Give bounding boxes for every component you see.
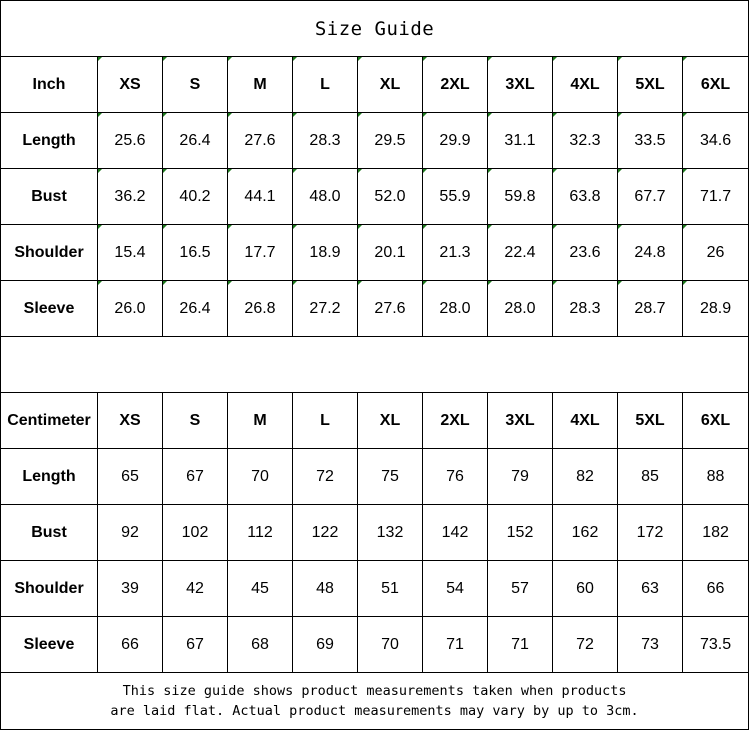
measurement-cell: 18.9 <box>293 225 358 281</box>
measurement-cell: 79 <box>488 449 553 505</box>
cm-table-unit-label: Centimeter <box>1 393 98 449</box>
table-row <box>1 225 749 281</box>
measurement-cell: 28.9 <box>683 281 749 337</box>
measurement-cell: 63 <box>618 561 683 617</box>
measurement-cell: 48 <box>293 561 358 617</box>
row-label: Bust <box>1 505 98 561</box>
size-header-cell: L <box>293 393 358 449</box>
measurement-cell: 70 <box>358 617 423 673</box>
row-label: Bust <box>1 169 98 225</box>
row-label: Length <box>1 449 98 505</box>
measurement-cell: 152 <box>488 505 553 561</box>
measurement-cell: 102 <box>163 505 228 561</box>
measurement-cell: 75 <box>358 449 423 505</box>
measurement-cell: 26.0 <box>98 281 163 337</box>
table-row <box>1 281 749 337</box>
row-label: Sleeve <box>1 281 98 337</box>
measurement-cell: 67 <box>163 449 228 505</box>
measurement-cell: 25.6 <box>98 113 163 169</box>
measurement-cell: 26.8 <box>228 281 293 337</box>
measurement-cell: 63.8 <box>553 169 618 225</box>
measurement-cell: 33.5 <box>618 113 683 169</box>
row-label: Sleeve <box>1 617 98 673</box>
table-row <box>1 113 749 169</box>
measurement-cell: 76 <box>423 449 488 505</box>
measurement-cell: 31.1 <box>488 113 553 169</box>
measurement-cell: 55.9 <box>423 169 488 225</box>
row-label: Shoulder <box>1 561 98 617</box>
measurement-cell: 92 <box>98 505 163 561</box>
measurement-cell: 28.3 <box>293 113 358 169</box>
measurement-cell: 162 <box>553 505 618 561</box>
measurement-cell: 72 <box>553 617 618 673</box>
measurement-cell: 60 <box>553 561 618 617</box>
size-header-cell: 4XL <box>553 393 618 449</box>
note-line-1: This size guide shows product measurements taken when products <box>122 683 627 699</box>
measurement-cell: 52.0 <box>358 169 423 225</box>
measurement-cell: 32.3 <box>553 113 618 169</box>
measurement-cell: 67.7 <box>618 169 683 225</box>
measurement-cell: 88 <box>683 449 749 505</box>
measurement-cell: 26 <box>683 225 749 281</box>
measurement-cell: 44.1 <box>228 169 293 225</box>
measurement-cell: 22.4 <box>488 225 553 281</box>
size-header-cell: XL <box>358 57 423 113</box>
measurement-cell: 70 <box>228 449 293 505</box>
measurement-cell: 122 <box>293 505 358 561</box>
size-header-cell: 6XL <box>683 57 749 113</box>
measurement-cell: 48.0 <box>293 169 358 225</box>
measurement-cell: 21.3 <box>423 225 488 281</box>
inch-table-unit-label: Inch <box>1 57 98 113</box>
measurement-cell: 72 <box>293 449 358 505</box>
measurement-cell: 42 <box>163 561 228 617</box>
size-header-cell: XS <box>98 393 163 449</box>
measurement-cell: 54 <box>423 561 488 617</box>
page-title: Size Guide <box>1 1 749 57</box>
table-row <box>1 449 749 505</box>
measurement-cell: 73 <box>618 617 683 673</box>
cm-table-header-row <box>1 393 749 449</box>
measurement-cell: 82 <box>553 449 618 505</box>
row-label: Shoulder <box>1 225 98 281</box>
measurement-cell: 17.7 <box>228 225 293 281</box>
note-line-2: are laid flat. Actual product measurements may vary by up to 3cm. <box>110 703 639 719</box>
measurement-cell: 40.2 <box>163 169 228 225</box>
measurement-cell: 26.4 <box>163 281 228 337</box>
measurement-cell: 172 <box>618 505 683 561</box>
measurement-cell: 16.5 <box>163 225 228 281</box>
size-header-cell: 3XL <box>488 57 553 113</box>
size-header-cell: M <box>228 393 293 449</box>
table-row <box>1 617 749 673</box>
measurement-cell: 23.6 <box>553 225 618 281</box>
measurement-cell: 15.4 <box>98 225 163 281</box>
measurement-cell: 71.7 <box>683 169 749 225</box>
measurement-cell: 69 <box>293 617 358 673</box>
table-row <box>1 561 749 617</box>
measurement-cell: 27.6 <box>358 281 423 337</box>
measurement-cell: 24.8 <box>618 225 683 281</box>
measurement-cell: 73.5 <box>683 617 749 673</box>
measurement-cell: 39 <box>98 561 163 617</box>
size-header-cell: L <box>293 57 358 113</box>
measurement-cell: 66 <box>98 617 163 673</box>
size-header-cell: 2XL <box>423 57 488 113</box>
measurement-cell: 67 <box>163 617 228 673</box>
measurement-cell: 68 <box>228 617 293 673</box>
measurement-cell: 27.2 <box>293 281 358 337</box>
measurement-cell: 45 <box>228 561 293 617</box>
measurement-cell: 51 <box>358 561 423 617</box>
measurement-cell: 132 <box>358 505 423 561</box>
measurement-cell: 20.1 <box>358 225 423 281</box>
table-row <box>1 505 749 561</box>
measurement-cell: 142 <box>423 505 488 561</box>
size-header-cell: 5XL <box>618 57 683 113</box>
measurement-cell: 85 <box>618 449 683 505</box>
measurement-cell: 28.7 <box>618 281 683 337</box>
measurement-cell: 34.6 <box>683 113 749 169</box>
measurement-cell: 57 <box>488 561 553 617</box>
size-header-cell: 5XL <box>618 393 683 449</box>
measurement-cell: 29.5 <box>358 113 423 169</box>
size-header-cell: 3XL <box>488 393 553 449</box>
size-header-cell: M <box>228 57 293 113</box>
size-header-cell: XS <box>98 57 163 113</box>
size-header-cell: S <box>163 393 228 449</box>
measurement-cell: 65 <box>98 449 163 505</box>
measurement-cell: 66 <box>683 561 749 617</box>
measurement-cell: 71 <box>423 617 488 673</box>
measurement-cell: 59.8 <box>488 169 553 225</box>
size-header-cell: XL <box>358 393 423 449</box>
size-header-cell: 6XL <box>683 393 749 449</box>
size-header-cell: 2XL <box>423 393 488 449</box>
measurement-cell: 26.4 <box>163 113 228 169</box>
measurement-cell: 112 <box>228 505 293 561</box>
measurement-cell: 28.3 <box>553 281 618 337</box>
section-spacer <box>1 337 749 393</box>
measurement-cell: 27.6 <box>228 113 293 169</box>
measurement-cell: 71 <box>488 617 553 673</box>
measurement-cell: 28.0 <box>423 281 488 337</box>
inch-table-header-row <box>1 57 749 113</box>
measurement-note <box>1 673 749 730</box>
measurement-cell: 28.0 <box>488 281 553 337</box>
measurement-cell: 29.9 <box>423 113 488 169</box>
table-row <box>1 169 749 225</box>
measurement-cell: 182 <box>683 505 749 561</box>
row-label: Length <box>1 113 98 169</box>
measurement-cell: 36.2 <box>98 169 163 225</box>
size-header-cell: 4XL <box>553 57 618 113</box>
size-header-cell: S <box>163 57 228 113</box>
